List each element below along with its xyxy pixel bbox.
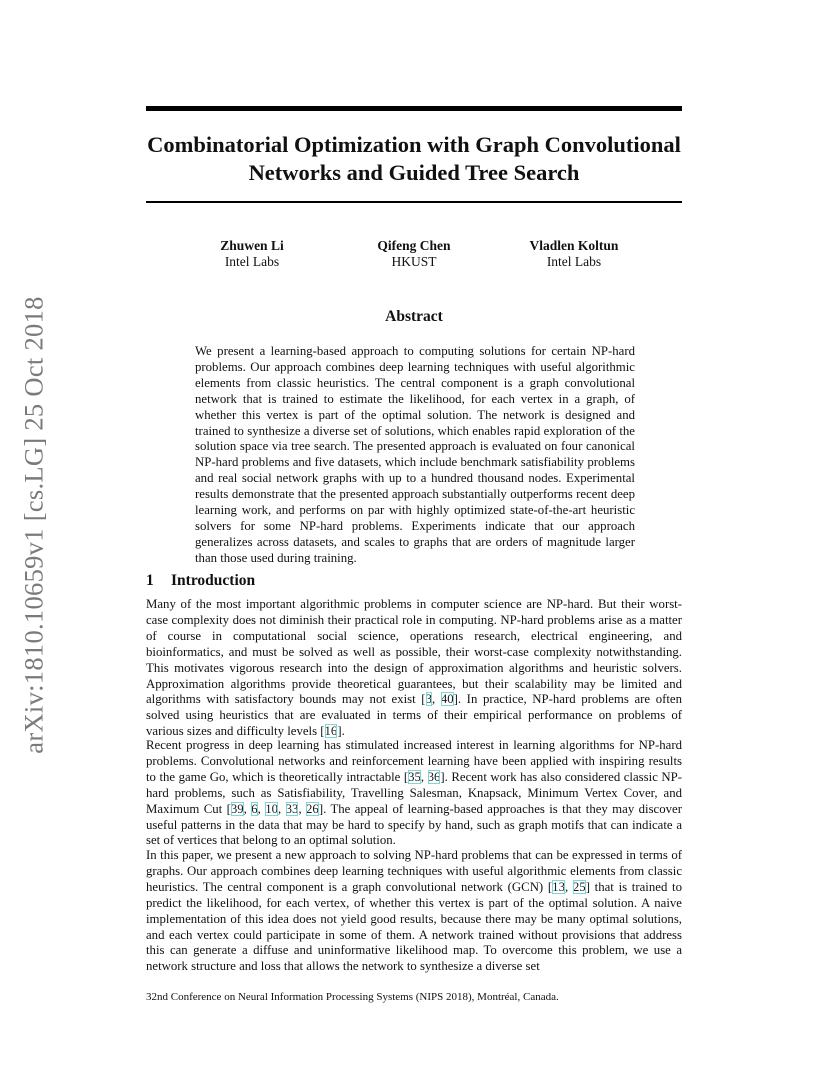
citation-link[interactable]: 33 xyxy=(285,801,299,816)
section-number: 1 xyxy=(146,572,154,589)
intro-paragraph-1 xyxy=(146,597,682,740)
citation-separator: , xyxy=(243,801,252,816)
author-name: Qifeng Chen xyxy=(377,238,451,253)
title-bottom-rule xyxy=(146,201,682,203)
author-affiliation: HKUST xyxy=(391,254,437,269)
paragraph-text: In this paper, we present a new approach to solving NP-hard problems that can be expressed in terms of graphs. Our approach combines deep learning techniques with useful algorithmic elements from classic heuristics. The central component is a graph convolutional network (GCN) [ xyxy=(146,848,682,894)
citation-link[interactable]: 36 xyxy=(427,769,441,784)
paragraph-text: Many of the most important algorithmic problems in computer science are NP-hard. But their worst-case complexity does not diminish their practical role in computing. NP-hard problems arise as a matter of course in computational social science, operations research, electrical engineering, and bioinformatics, and must be solved as well as possible, their worst-case complexity notwithstanding. This motivates vigorous research into the design of approximation algorithms and heuristic solvers. Approximation algorithms provide theoretical guarantees, but their scalability may be limited and algorithms with satisfactory bounds may not exist [ xyxy=(146,597,682,707)
arxiv-identifier-text: arXiv:1810.10659v1 [cs.LG] 25 Oct 2018 xyxy=(18,296,49,754)
citation-link[interactable]: 16 xyxy=(324,724,338,739)
intro-paragraph-3 xyxy=(146,848,682,975)
author-name: Vladlen Koltun xyxy=(529,238,619,253)
citation-link[interactable]: 40 xyxy=(440,692,454,707)
citation-separator: , xyxy=(431,692,441,707)
citation-link[interactable]: 25 xyxy=(572,879,586,894)
paragraph-text: ]. The appeal of learning-based approaches is that they may discover useful patterns in the data that may be hard to specify by hand, such as graph motifs that can indicate a set of vertices that belong to an optimal solution. xyxy=(146,801,682,848)
section-heading-introduction xyxy=(146,572,255,590)
citation-separator: , xyxy=(420,769,428,784)
citation-link[interactable]: 13 xyxy=(552,879,565,894)
abstract-text: We present a learning-based approach to computing solutions for certain NP-hard problems. Our approach combines deep learning techniques with useful algorithmic elements from classic heuristics. The central component is a graph convolutional network that is trained to estimate the likelihood, for each vertex in a graph, of whether this vertex is part of the optimal solution. The network is designed and trained to synthesize a diverse set of solutions, which enables rapid exploration of the solution space via tree search. The presented approach is evaluated on four canonical NP-hard problems and five datasets, which include benchmark satisfiability problems and real social network graphs with up to a hundred thousand nodes. Experimental results demonstrate that the presented approach substantially outperforms recent deep learning work, and performs on par with highly optimized state-of-the-art heuristic solvers for some NP-hard problems. Experiments indicate that our approach generalizes across datasets, and scales to graphs that are orders of magnitude larger than those used during training. xyxy=(195,344,635,565)
author-1 xyxy=(172,238,332,270)
title-top-rule xyxy=(146,106,682,111)
paragraph-text: ]. xyxy=(337,724,345,739)
conference-footnote: 32nd Conference on Neural Information Processing Systems (NIPS 2018), Montréal, Canada. xyxy=(146,991,559,1003)
citation-separator: , xyxy=(298,801,307,816)
arxiv-identifier-stamp xyxy=(6,290,62,760)
author-3 xyxy=(494,238,654,270)
citation-link[interactable]: 39 xyxy=(230,801,244,816)
section-title: Introduction xyxy=(171,572,256,589)
author-name: Zhuwen Li xyxy=(220,238,284,253)
paper-title: Combinatorial Optimization with Graph Convolutional Networks and Guided Tree Search xyxy=(147,132,681,185)
author-affiliation: Intel Labs xyxy=(224,254,280,269)
paragraph-text: ]. In practice, NP-hard problems are often solved using heuristics that are evaluated in terms of their empirical performance on problems of various sizes and difficulty levels [ xyxy=(146,692,683,739)
citation-separator: , xyxy=(257,801,266,816)
paragraph-text: Recent progress in deep learning has stimulated increased interest in learning algorithms for NP-hard problems. Convolutional networks and reinforcement learning have been applied with inspiring results to the game Go, which is theoretically intractable [ xyxy=(146,738,682,784)
citation-separator: , xyxy=(278,801,286,816)
paragraph-text: ] that is trained to predict the likelihood, for each vertex, of whether this vertex is part of the optimal solution. A naive implementation of this idea does not yield good results, because there may be many optimal solutions, and each vertex could participate in some of them. A network trained without provisions that address this can generate a diffuse and uninformative likelihood map. To overcome this problem, we use a network structure and loss that allows the network to synthesize a diverse set xyxy=(146,879,683,974)
citation-link[interactable]: 26 xyxy=(306,801,319,816)
abstract-heading: Abstract xyxy=(385,308,443,325)
citation-link[interactable]: 6 xyxy=(251,801,258,816)
author-affiliation: Intel Labs xyxy=(546,254,602,269)
citation-separator: , xyxy=(564,879,573,894)
citation-link[interactable]: 35 xyxy=(408,769,421,784)
citation-link[interactable]: 3 xyxy=(425,692,432,707)
author-2 xyxy=(334,238,494,270)
author-block xyxy=(146,238,682,274)
paragraph-text: ]. Recent work has also considered classic NP-hard problems, such as Satisfiability, Travelling Salesman, Knapsack, Minimum Vertex Cover, and Maximum Cut [ xyxy=(146,769,682,816)
intro-paragraph-2 xyxy=(146,738,682,849)
citation-link[interactable]: 10 xyxy=(265,801,279,816)
